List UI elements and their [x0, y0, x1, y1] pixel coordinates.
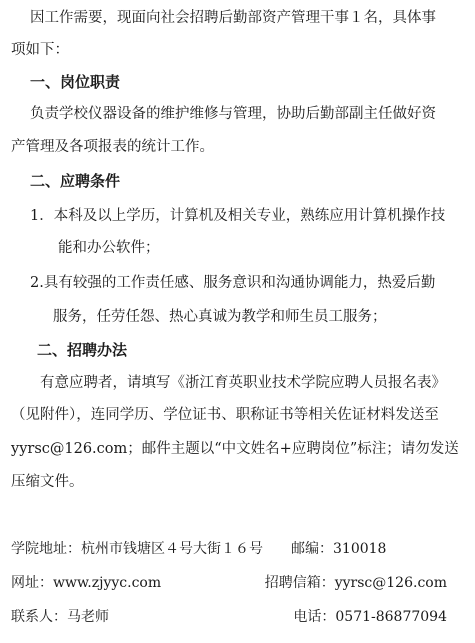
duties-line-2: 产管理及各项报表的统计工作。	[11, 139, 214, 155]
requirement-2-line-1: 2.具有较强的工作责任感、服务意识和沟通协调能力，热爱后勤	[30, 275, 436, 291]
intro-line-2: 项如下：	[11, 42, 69, 58]
footer-contact: 联系人：马老师	[11, 609, 109, 625]
intro-line-1: 因工作需要，现面向社会招聘后勤部资产管理干事１名，具体事	[30, 10, 436, 26]
footer-address: 学院地址：杭州市钱塘区４号大街１６号 邮编：310018	[11, 541, 387, 557]
footer-website: 网址：www.zjyyc.com	[11, 575, 162, 591]
section-heading-method: 二、招聘办法	[37, 341, 128, 359]
duties-line-1: 负责学校仪器设备的维护维修与管理，协助后勤部副主任做好资	[30, 106, 436, 122]
method-line-4: 压缩文件。	[11, 474, 84, 490]
footer-recruit-email: 招聘信箱：yyrsc@126.com	[264, 575, 447, 591]
requirement-2-line-2: 服务，任劳任怨、热心真诚为教学和师生员工服务；	[53, 309, 387, 325]
section-heading-duties: 一、岗位职责	[30, 73, 121, 91]
method-line-1: 有意应聘者，请填写《浙江育英职业技术学院应聘人员报名表》	[40, 375, 446, 391]
footer-phone: 电话：0571-86877094	[293, 609, 447, 625]
requirement-1-line-2: 能和办公软件；	[58, 240, 160, 256]
method-line-3: yyrsc@126.com；邮件主题以“中文姓名+应聘岗位”标注；请勿发送	[11, 441, 459, 457]
section-heading-requirements: 二、应聘条件	[30, 172, 121, 190]
requirement-1-line-1: 1．本科及以上学历，计算机及相关专业，熟练应用计算机操作技	[30, 208, 446, 224]
method-line-2: （见附件），连同学历、学位证书、职称证书等相关佐证材料发送至	[11, 407, 439, 423]
